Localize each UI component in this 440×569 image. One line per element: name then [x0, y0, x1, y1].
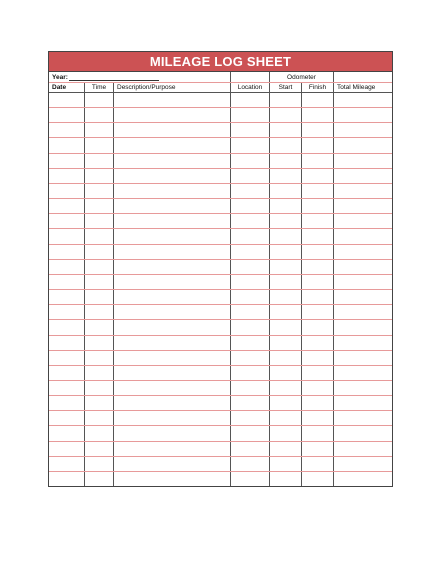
table-row [49, 472, 392, 486]
cell-finish[interactable] [302, 214, 334, 228]
cell-finish[interactable] [302, 396, 334, 410]
cell-start[interactable] [270, 305, 302, 319]
cell-location[interactable] [231, 199, 270, 213]
table-row [49, 93, 392, 108]
cell-total-mileage[interactable] [334, 320, 392, 334]
cell-description[interactable] [114, 184, 231, 198]
table-row [49, 229, 392, 244]
cell-date[interactable] [49, 275, 85, 289]
header-date: Date [49, 83, 85, 92]
table-row [49, 426, 392, 441]
cell-finish[interactable] [302, 260, 334, 274]
table-row [49, 260, 392, 275]
cell-description[interactable] [114, 336, 231, 350]
cell-finish[interactable] [302, 472, 334, 486]
cell-location[interactable] [231, 169, 270, 183]
table-row [49, 320, 392, 335]
cell-start[interactable] [270, 184, 302, 198]
cell-location[interactable] [231, 229, 270, 243]
cell-finish[interactable] [302, 108, 334, 122]
cell-date[interactable] [49, 245, 85, 259]
table-row [49, 199, 392, 214]
table-row [49, 366, 392, 381]
cell-time[interactable] [85, 336, 114, 350]
year-label: Year: [52, 73, 68, 81]
cell-description[interactable] [114, 138, 231, 152]
cell-date[interactable] [49, 411, 85, 425]
cell-start[interactable] [270, 123, 302, 137]
cell-description[interactable] [114, 351, 231, 365]
cell-total-mileage[interactable] [334, 336, 392, 350]
cell-finish[interactable] [302, 442, 334, 456]
cell-total-mileage[interactable] [334, 366, 392, 380]
table-row [49, 381, 392, 396]
table-row [49, 108, 392, 123]
cell-start[interactable] [270, 351, 302, 365]
cell-time[interactable] [85, 229, 114, 243]
table-row [49, 351, 392, 366]
year-field[interactable] [49, 72, 231, 82]
cell-location[interactable] [231, 260, 270, 274]
cell-time[interactable] [85, 320, 114, 334]
mileage-log-sheet [48, 51, 393, 487]
cell-total-mileage[interactable] [334, 123, 392, 137]
cell-total-mileage[interactable] [334, 275, 392, 289]
cell-description[interactable] [114, 260, 231, 274]
table-row [49, 336, 392, 351]
cell-description[interactable] [114, 396, 231, 410]
cell-date[interactable] [49, 381, 85, 395]
cell-total-mileage[interactable] [334, 184, 392, 198]
cell-finish[interactable] [302, 457, 334, 471]
table-row [49, 169, 392, 184]
cell-location[interactable] [231, 275, 270, 289]
cell-date[interactable] [49, 199, 85, 213]
cell-location[interactable] [231, 320, 270, 334]
cell-date[interactable] [49, 320, 85, 334]
cell-description[interactable] [114, 457, 231, 471]
cell-finish[interactable] [302, 275, 334, 289]
cell-time[interactable] [85, 275, 114, 289]
header-finish: Finish [302, 83, 334, 92]
cell-start[interactable] [270, 245, 302, 259]
cell-finish[interactable] [302, 381, 334, 395]
cell-finish[interactable] [302, 93, 334, 107]
cell-location[interactable] [231, 290, 270, 304]
cell-location[interactable] [231, 351, 270, 365]
cell-finish[interactable] [302, 351, 334, 365]
cell-start[interactable] [270, 411, 302, 425]
cell-total-mileage[interactable] [334, 108, 392, 122]
table-row [49, 411, 392, 426]
cell-finish[interactable] [302, 305, 334, 319]
cell-total-mileage[interactable] [334, 396, 392, 410]
cell-description[interactable] [114, 108, 231, 122]
cell-location[interactable] [231, 138, 270, 152]
year-odometer-row [49, 72, 392, 83]
cell-location[interactable] [231, 457, 270, 471]
cell-finish[interactable] [302, 229, 334, 243]
cell-time[interactable] [85, 199, 114, 213]
cell-location[interactable] [231, 305, 270, 319]
cell-start[interactable] [270, 442, 302, 456]
cell-date[interactable] [49, 366, 85, 380]
log-rows [49, 93, 392, 486]
cell-date[interactable] [49, 260, 85, 274]
cell-time[interactable] [85, 260, 114, 274]
meta-blank-cell [231, 72, 270, 82]
cell-date[interactable] [49, 336, 85, 350]
cell-time[interactable] [85, 411, 114, 425]
cell-date[interactable] [49, 457, 85, 471]
cell-start[interactable] [270, 396, 302, 410]
cell-time[interactable] [85, 154, 114, 168]
cell-finish[interactable] [302, 184, 334, 198]
cell-date[interactable] [49, 229, 85, 243]
cell-total-mileage[interactable] [334, 426, 392, 440]
cell-start[interactable] [270, 336, 302, 350]
cell-finish[interactable] [302, 366, 334, 380]
cell-location[interactable] [231, 214, 270, 228]
header-location: Location [231, 83, 270, 92]
cell-time[interactable] [85, 472, 114, 486]
cell-date[interactable] [49, 184, 85, 198]
cell-date[interactable] [49, 154, 85, 168]
cell-location[interactable] [231, 108, 270, 122]
cell-date[interactable] [49, 290, 85, 304]
cell-description[interactable] [114, 245, 231, 259]
cell-description[interactable] [114, 381, 231, 395]
cell-total-mileage[interactable] [334, 169, 392, 183]
cell-total-mileage[interactable] [334, 381, 392, 395]
cell-location[interactable] [231, 426, 270, 440]
cell-total-mileage[interactable] [334, 411, 392, 425]
cell-location[interactable] [231, 336, 270, 350]
cell-date[interactable] [49, 351, 85, 365]
cell-total-mileage[interactable] [334, 305, 392, 319]
cell-location[interactable] [231, 411, 270, 425]
cell-date[interactable] [49, 214, 85, 228]
cell-start[interactable] [270, 108, 302, 122]
header-time: Time [85, 83, 114, 92]
cell-finish[interactable] [302, 154, 334, 168]
cell-time[interactable] [85, 366, 114, 380]
cell-start[interactable] [270, 426, 302, 440]
table-row [49, 396, 392, 411]
cell-time[interactable] [85, 123, 114, 137]
cell-finish[interactable] [302, 169, 334, 183]
cell-date[interactable] [49, 396, 85, 410]
cell-date[interactable] [49, 442, 85, 456]
odometer-label: Odometer [270, 72, 334, 82]
cell-start[interactable] [270, 381, 302, 395]
cell-location[interactable] [231, 184, 270, 198]
table-row [49, 154, 392, 169]
cell-date[interactable] [49, 93, 85, 107]
cell-description[interactable] [114, 93, 231, 107]
cell-total-mileage[interactable] [334, 290, 392, 304]
cell-finish[interactable] [302, 426, 334, 440]
cell-description[interactable] [114, 320, 231, 334]
cell-finish[interactable] [302, 411, 334, 425]
cell-finish[interactable] [302, 290, 334, 304]
cell-description[interactable] [114, 229, 231, 243]
cell-start[interactable] [270, 199, 302, 213]
cell-time[interactable] [85, 426, 114, 440]
cell-total-mileage[interactable] [334, 229, 392, 243]
cell-date[interactable] [49, 472, 85, 486]
cell-time[interactable] [85, 93, 114, 107]
cell-description[interactable] [114, 426, 231, 440]
cell-start[interactable] [270, 366, 302, 380]
cell-date[interactable] [49, 123, 85, 137]
cell-time[interactable] [85, 108, 114, 122]
cell-date[interactable] [49, 169, 85, 183]
cell-finish[interactable] [302, 138, 334, 152]
cell-total-mileage[interactable] [334, 472, 392, 486]
cell-description[interactable] [114, 123, 231, 137]
cell-description[interactable] [114, 199, 231, 213]
cell-time[interactable] [85, 214, 114, 228]
cell-date[interactable] [49, 426, 85, 440]
cell-description[interactable] [114, 275, 231, 289]
cell-description[interactable] [114, 411, 231, 425]
cell-start[interactable] [270, 290, 302, 304]
cell-date[interactable] [49, 108, 85, 122]
cell-finish[interactable] [302, 123, 334, 137]
cell-start[interactable] [270, 320, 302, 334]
cell-total-mileage[interactable] [334, 442, 392, 456]
table-row [49, 184, 392, 199]
table-row [49, 305, 392, 320]
cell-total-mileage[interactable] [334, 260, 392, 274]
cell-start[interactable] [270, 457, 302, 471]
cell-location[interactable] [231, 366, 270, 380]
cell-location[interactable] [231, 396, 270, 410]
cell-description[interactable] [114, 442, 231, 456]
cell-date[interactable] [49, 305, 85, 319]
cell-finish[interactable] [302, 245, 334, 259]
cell-description[interactable] [114, 290, 231, 304]
header-description: Description/Purpose [114, 83, 231, 92]
cell-start[interactable] [270, 138, 302, 152]
table-row [49, 442, 392, 457]
table-row [49, 290, 392, 305]
header-total-mileage: Total Mileage [337, 84, 376, 91]
cell-finish[interactable] [302, 199, 334, 213]
table-row [49, 214, 392, 229]
cell-total-mileage[interactable] [334, 457, 392, 471]
year-blank-line [69, 74, 159, 81]
cell-time[interactable] [85, 457, 114, 471]
cell-total-mileage[interactable] [334, 93, 392, 107]
cell-description[interactable] [114, 366, 231, 380]
cell-location[interactable] [231, 123, 270, 137]
cell-total-mileage[interactable] [334, 351, 392, 365]
cell-total-mileage[interactable] [334, 138, 392, 152]
cell-location[interactable] [231, 93, 270, 107]
cell-total-mileage[interactable] [334, 214, 392, 228]
sheet-title: MILEAGE LOG SHEET [49, 52, 392, 72]
table-row [49, 245, 392, 260]
cell-location[interactable] [231, 472, 270, 486]
cell-finish[interactable] [302, 336, 334, 350]
table-row [49, 123, 392, 138]
cell-time[interactable] [85, 305, 114, 319]
table-row [49, 275, 392, 290]
cell-location[interactable] [231, 154, 270, 168]
cell-start[interactable] [270, 472, 302, 486]
column-header-row [49, 83, 392, 93]
cell-time[interactable] [85, 184, 114, 198]
cell-finish[interactable] [302, 320, 334, 334]
cell-time[interactable] [85, 290, 114, 304]
cell-start[interactable] [270, 93, 302, 107]
cell-description[interactable] [114, 305, 231, 319]
cell-description[interactable] [114, 154, 231, 168]
cell-start[interactable] [270, 214, 302, 228]
cell-total-mileage[interactable] [334, 199, 392, 213]
cell-time[interactable] [85, 245, 114, 259]
cell-total-mileage[interactable] [334, 245, 392, 259]
cell-start[interactable] [270, 275, 302, 289]
cell-date[interactable] [49, 138, 85, 152]
cell-description[interactable] [114, 214, 231, 228]
cell-location[interactable] [231, 442, 270, 456]
cell-total-mileage[interactable] [334, 154, 392, 168]
cell-location[interactable] [231, 245, 270, 259]
meta-blank-cell-end [334, 72, 392, 82]
cell-location[interactable] [231, 381, 270, 395]
cell-start[interactable] [270, 154, 302, 168]
cell-start[interactable] [270, 169, 302, 183]
table-row [49, 457, 392, 472]
cell-time[interactable] [85, 138, 114, 152]
header-start: Start [270, 83, 302, 92]
cell-start[interactable] [270, 260, 302, 274]
cell-time[interactable] [85, 381, 114, 395]
cell-time[interactable] [85, 169, 114, 183]
cell-time[interactable] [85, 351, 114, 365]
cell-time[interactable] [85, 396, 114, 410]
cell-description[interactable] [114, 472, 231, 486]
cell-start[interactable] [270, 229, 302, 243]
table-row [49, 138, 392, 153]
cell-description[interactable] [114, 169, 231, 183]
cell-time[interactable] [85, 442, 114, 456]
